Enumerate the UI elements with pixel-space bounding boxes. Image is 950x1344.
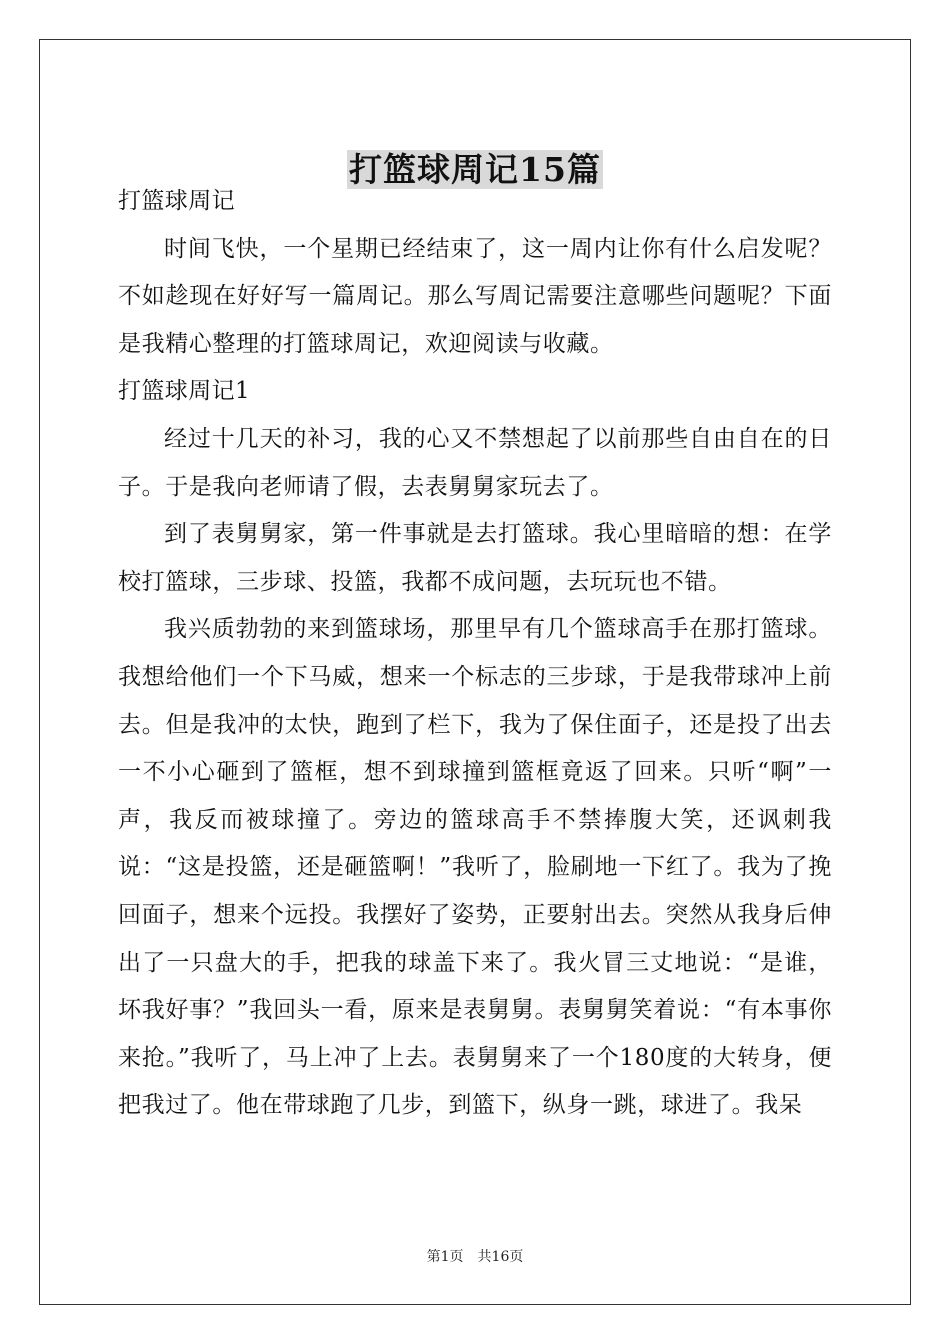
section-heading: 打篮球周记	[118, 188, 235, 214]
body-paragraph: 我兴质勃勃的来到篮球场，那里早有几个篮球高手在那打篮球。我想给他们一个下马威，想来一个标志的三步球，于是我带球冲上前去。但是我冲的太快，跑到了栏下，我为了保住面子，还是投了出去一不小心砸到了篮框，想不到球撞到篮框竟返了回来。只听“啊”一声，我反而被球撞了。旁边的篮球高手不禁捧腹大笑，还讽刺我说：“这是投篮，还是砸篮啊！”我听了，脸刷地一下红了。我为了挽回面子，想来个远投。我摆好了姿势，正要射出去。突然从我身后伸出了一只盘大的手，把我的球盖下来了。我火冒三丈地说：“是谁，坏我好事？”我回头一看，原来是表舅舅。表舅舅笑着说：“有本事你来抢。”我听了，马上冲了上去。表舅舅来了一个180度的大转身，便把我过了。他在带球跑了几步，到篮下，纵身一跳，球进了。我呆	[118, 616, 832, 1119]
page-footer	[0, 1248, 950, 1266]
body-paragraph: 到了表舅舅家，第一件事就是去打篮球。我心里暗暗的想：在学校打篮球，三步球、投篮，我都不成问题，去玩玩也不错。	[118, 521, 832, 595]
document-title-text: 打篮球周记15篇	[349, 150, 601, 190]
page-total: 共16页	[477, 1249, 524, 1265]
document-body	[118, 178, 832, 1130]
page-number: 第1页	[426, 1249, 464, 1265]
intro-paragraph: 时间飞快，一个星期已经结束了，这一周内让你有什么启发呢？不如趁现在好好写一篇周记。那么写周记需要注意哪些问题呢？下面是我精心整理的打篮球周记，欢迎阅读与收藏。	[118, 235, 832, 357]
body-paragraph: 经过十几天的补习，我的心又不禁想起了以前那些自由自在的日子。于是我向老师请了假，去表舅舅家玩去了。	[118, 425, 832, 500]
section-heading-1: 打篮球周记1	[118, 378, 251, 405]
